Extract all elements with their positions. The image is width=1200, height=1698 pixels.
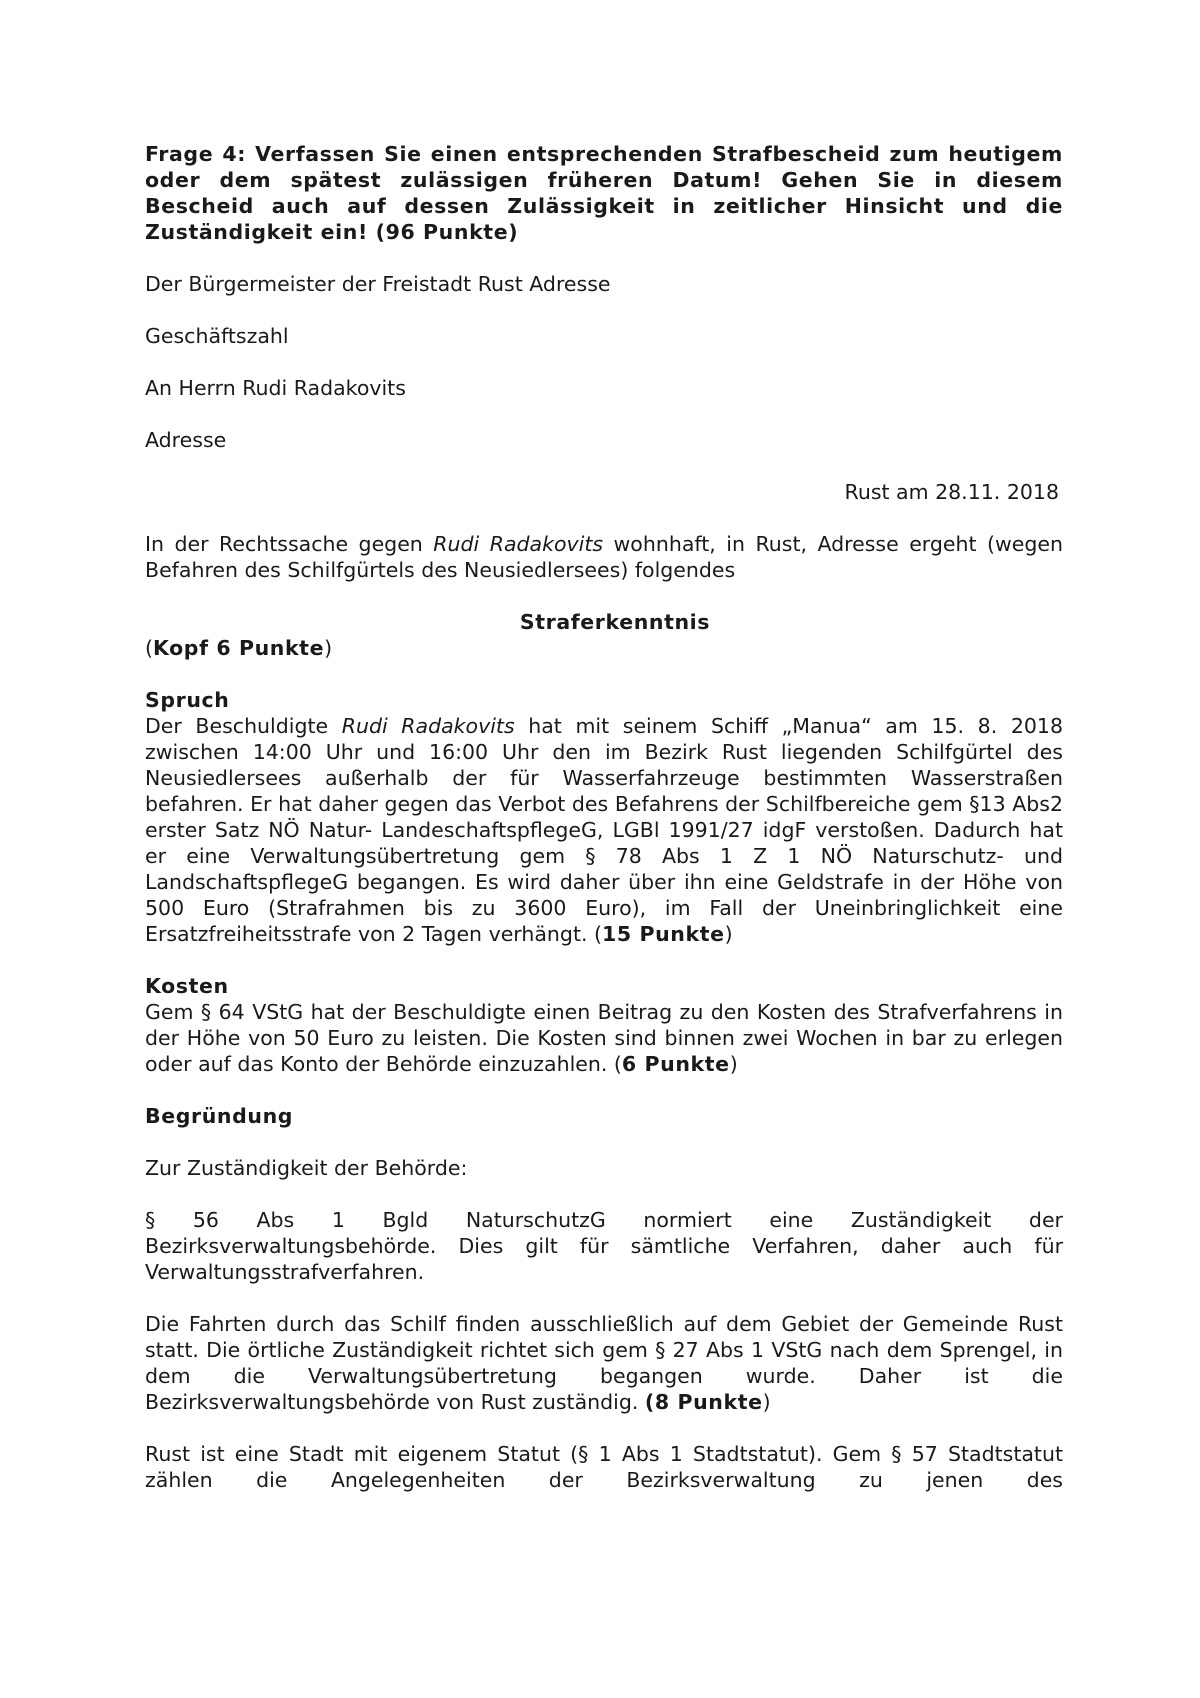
kosten-points: 6 Punkte — [621, 1052, 730, 1076]
exam-question: Frage 4: Verfassen Sie einen entsprechenden Strafbescheid zum heutigem oder dem spätest zulässigen früheren Datum! Gehen Sie in diesem Bescheid auch auf dessen Zulässigkeit in zeitlicher Hinsicht und die Zuständigkeit ein! (96 Punkte) — [145, 142, 1063, 244]
begruendung-paragraph-1: § 56 Abs 1 Bgld NaturschutzG normiert eine Zuständigkeit der Bezirksverwaltungsbehörde. Dies gilt für sämtliche Verfahren, daher auch für Verwaltungsstrafverfahren. — [145, 1208, 1063, 1284]
begruendung-subheading: Zur Zuständigkeit der Behörde: — [145, 1156, 468, 1180]
spruch-text-1: Der Beschuldigte — [145, 714, 342, 738]
begruendung-paragraph-2-text: Die Fahrten durch das Schilf finden ausschließlich auf dem Gebiet der Gemeinde Rust statt. Die örtliche Zuständigkeit richtet sich gem § 27 Abs 1 VStG nach dem Sprengel, in dem die Verwaltungsübertretung begangen wurde. Daher ist die Bezirksverwaltungsbehörde von Rust zuständig. — [145, 1312, 1063, 1414]
spruch-heading: Spruch — [145, 688, 230, 712]
spruch-paragraph — [145, 713, 1063, 947]
document-page — [145, 141, 1063, 1493]
recipient-address: Adresse — [145, 428, 227, 452]
begruendung-paragraph-3: Rust ist eine Stadt mit eigenem Statut (§ 1 Abs 1 Stadtstatut). Gem § 57 Stadtstatut zählen die Angelegenheiten der Bezirksverwaltung zu jenen des — [145, 1442, 1063, 1492]
spruch-defendant-name: Rudi Radakovits — [341, 714, 515, 738]
intro-defendant-name: Rudi Radakovits — [433, 532, 604, 556]
authority-line: Der Bürgermeister der Freistadt Rust Adresse — [145, 272, 611, 296]
document-title: Straferkenntnis — [519, 610, 711, 634]
recipient-line: An Herrn Rudi Radakovits — [145, 376, 406, 400]
spruch-points: 15 Punkte — [602, 922, 725, 946]
title-points — [145, 635, 1063, 661]
kosten-text: Gem § 64 VStG hat der Beschuldigte einen Beitrag zu den Kosten des Strafverfahrens in der Höhe von 50 Euro zu leisten. Die Kosten sind binnen zwei Wochen in bar zu erlegen oder auf das Konto der Behörde einzuzahlen. ( — [145, 1000, 1063, 1076]
begruendung-paragraph-2-close: ) — [762, 1390, 771, 1414]
begruendung-paragraph-2-points: (8 Punkte — [644, 1390, 763, 1414]
kosten-close: ) — [729, 1052, 738, 1076]
file-number: Geschäftszahl — [145, 324, 289, 348]
kosten-heading: Kosten — [145, 974, 229, 998]
title-points-open: ( — [145, 636, 153, 660]
title-points-label: Kopf 6 Punkte — [153, 636, 325, 660]
intro-text-2: wohnhaft, in Rust, Adresse ergeht (wegen Befahren des Schilfgürtels des Neusiedlersees) folgendes — [145, 532, 1063, 582]
title-points-close: ) — [324, 636, 333, 660]
spruch-close: ) — [724, 922, 733, 946]
spruch-text-2: hat mit seinem Schiff „Manua“ am 15. 8. 2018 zwischen 14:00 Uhr und 16:00 Uhr den im Bezirk Rust liegenden Schilfgürtel des Neusiedlersees außerhalb der für Wasserfahrzeuge bestimmten Wasserstraßen befahren. Er hat daher gegen das Verbot des Befahrens der Schilfbereiche gem §13 Abs2 erster Satz NÖ Natur- LandeschaftspflegeG, LGBl 1991/27 idgF verstoßen. Dadurch hat er eine Verwaltungsübertretung gem § 78 Abs 1 Z 1 NÖ Naturschutz- und LandschaftspflegeG begangen. Es wird daher über ihn eine Geldstrafe in der Höhe von 500 Euro (Strafrahmen bis zu 3600 Euro), im Fall der Uneinbringlichkeit eine Ersatzfreiheitsstrafe von 2 Tagen verhängt. ( — [145, 714, 1063, 946]
begruendung-paragraph-2 — [145, 1311, 1063, 1415]
intro-paragraph — [145, 531, 1063, 583]
intro-text-1: In der Rechtssache gegen — [145, 532, 434, 556]
begruendung-heading: Begründung — [145, 1104, 294, 1128]
date-line: Rust am 28.11. 2018 — [844, 480, 1059, 504]
kosten-paragraph — [145, 999, 1063, 1077]
